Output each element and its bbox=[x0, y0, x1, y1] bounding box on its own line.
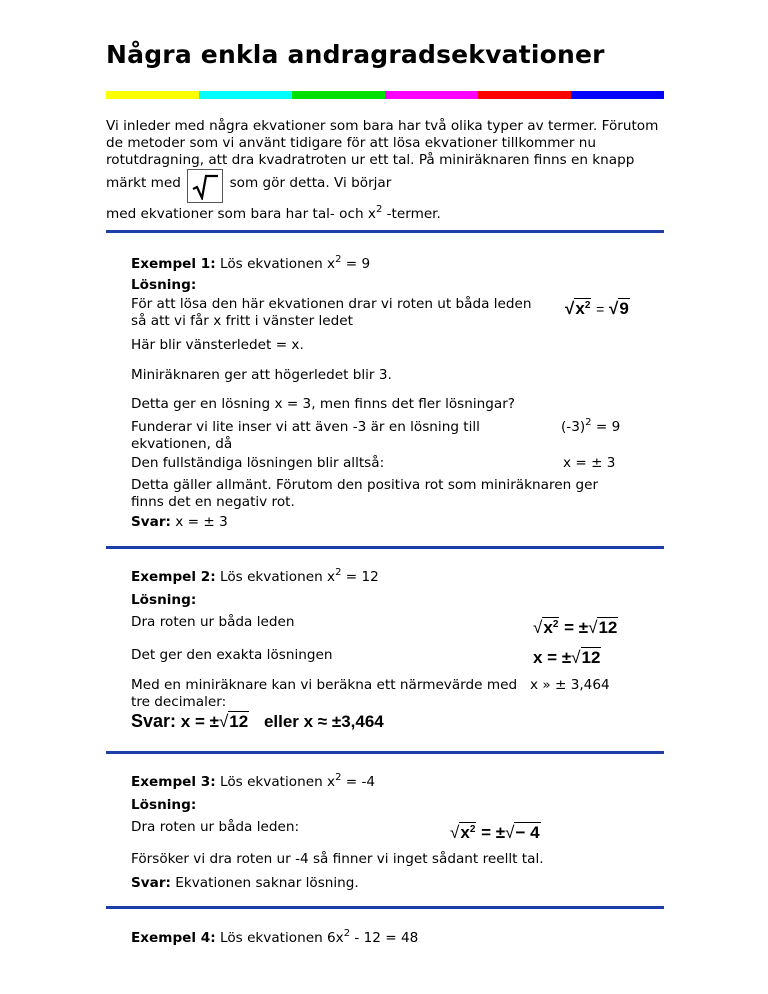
math-result: x = ± 3 bbox=[563, 455, 616, 471]
example-task: Lös ekvationen x bbox=[215, 774, 336, 790]
answer-text: Ekvationen saknar lösning. bbox=[170, 875, 359, 891]
answer-label: Svar: bbox=[131, 711, 177, 731]
intro-last-line-end: -termer. bbox=[382, 206, 441, 222]
example-task-end: = -4 bbox=[341, 774, 376, 790]
page-title: Några enkla andragradsekvationer bbox=[106, 40, 605, 69]
explanation-text: Detta gäller allmänt. Förutom den positiva rot som miniräknaren ger finns det en negativ rot. bbox=[131, 477, 599, 510]
square-root-icon bbox=[187, 169, 223, 203]
intro-last-line: med ekvationer som bara har tal- och x bbox=[106, 206, 376, 222]
explanation-text: Detta ger en lösning x = 3, men finns det fler lösningar? bbox=[131, 396, 516, 412]
math-equals: = ± bbox=[481, 823, 506, 842]
explanation-text: Här blir vänsterledet = x. bbox=[131, 337, 304, 353]
answer bbox=[131, 514, 228, 531]
color-bar-segment bbox=[478, 91, 571, 99]
exponent: 2 bbox=[584, 300, 591, 311]
example-heading bbox=[131, 774, 375, 791]
example-task-end: = 9 bbox=[341, 256, 371, 272]
math-term: (-3) bbox=[561, 419, 586, 435]
color-bar bbox=[106, 91, 664, 99]
math-term: 12 bbox=[229, 712, 249, 731]
example-label: Exempel 2: bbox=[131, 569, 216, 585]
explanation-text: Försöker vi dra roten ur -4 så finner vi inget sådant reellt tal. bbox=[131, 851, 544, 867]
color-bar-segment bbox=[199, 91, 292, 99]
exponent: 2 bbox=[469, 824, 476, 835]
approximation: x » ± 3,464 bbox=[530, 677, 610, 693]
color-bar-segment bbox=[571, 91, 664, 99]
explanation-text: Funderar vi lite inser vi att även -3 är en lösning till ekvationen, då bbox=[131, 419, 480, 452]
example-label: Exempel 4: bbox=[131, 930, 216, 946]
math-term: x bbox=[543, 618, 553, 637]
sqrt-equation-image: $√x^2 = √9$ bbox=[565, 299, 629, 318]
exact-solution-image: x = ±√12 bbox=[533, 648, 601, 667]
math-term: − 4 bbox=[515, 823, 540, 842]
explanation-text: Miniräknaren ger att högerledet blir 3. bbox=[131, 367, 392, 383]
exponent: 2 bbox=[335, 567, 342, 578]
example-heading bbox=[131, 256, 370, 273]
losning-heading: Lösning: bbox=[131, 797, 197, 813]
math-term: = 9 bbox=[591, 419, 621, 435]
explanation-text: Dra roten ur båda leden: bbox=[131, 819, 300, 835]
color-bar-segment bbox=[292, 91, 385, 99]
example-label: Exempel 1: bbox=[131, 256, 216, 272]
example-task: Lös ekvationen x bbox=[215, 569, 336, 585]
exponent: 2 bbox=[552, 619, 559, 630]
exponent: 2 bbox=[335, 772, 342, 783]
example-heading bbox=[131, 930, 418, 947]
example-label: Exempel 3: bbox=[131, 774, 216, 790]
example-heading bbox=[131, 569, 379, 586]
section-divider bbox=[106, 546, 664, 549]
example-task-end: - 12 = 48 bbox=[350, 930, 419, 946]
explanation-text: Den fullständiga lösningen blir alltså: bbox=[131, 455, 385, 471]
math-term: 12 bbox=[598, 618, 618, 637]
color-bar-segment bbox=[106, 91, 199, 99]
math-term: 9 bbox=[619, 299, 629, 318]
exponent: 2 bbox=[375, 204, 383, 215]
math-term: eller x ≈ ±3,464 bbox=[263, 712, 384, 731]
math-equals: = bbox=[596, 301, 605, 317]
explanation-text: Med en miniräknare kan vi beräkna ett närmevärde med tre decimaler: bbox=[131, 677, 518, 710]
exponent: 2 bbox=[335, 254, 342, 265]
math-term: x = ± bbox=[180, 712, 219, 731]
answer-text: x = ± 3 bbox=[170, 514, 228, 530]
sqrt-equation-image: $√x^2 = \pm√12$ bbox=[533, 618, 618, 637]
exponent: 2 bbox=[585, 417, 592, 428]
color-bar-segment bbox=[385, 91, 478, 99]
intro-text-continued: som gör detta. Vi börjar bbox=[229, 175, 392, 191]
example-task-end: = 12 bbox=[341, 569, 379, 585]
example-task: Lös ekvationen x bbox=[215, 256, 336, 272]
intro-paragraph bbox=[106, 118, 666, 223]
explanation-text: Det ger den exakta lösningen bbox=[131, 647, 333, 663]
losning-heading: Lösning: bbox=[131, 592, 197, 608]
losning-heading: Lösning: bbox=[131, 277, 197, 293]
math-equals: = ± bbox=[564, 618, 589, 637]
explanation-text: För att lösa den här ekvationen drar vi roten ut båda leden så att vi får x fritt i vänster ledet bbox=[131, 296, 532, 329]
section-divider bbox=[106, 751, 664, 754]
math-term: 12 bbox=[581, 648, 601, 667]
answer bbox=[131, 875, 359, 892]
math-term: x bbox=[575, 299, 585, 318]
exponent: 2 bbox=[343, 928, 351, 939]
math-term: x = ± bbox=[533, 648, 572, 667]
answer-label: Svar: bbox=[131, 875, 171, 891]
section-divider bbox=[106, 906, 664, 909]
explanation-text: Dra roten ur båda leden bbox=[131, 614, 295, 630]
math-term: x bbox=[460, 823, 470, 842]
answer-label: Svar: bbox=[131, 514, 171, 530]
answer-image: Svar: x = ±√12 eller x ≈ ±3,464 bbox=[131, 711, 384, 731]
sqrt-equation-image: $√x^2$ = ±√− 4 bbox=[450, 823, 540, 842]
section-divider bbox=[106, 230, 664, 233]
intro-text: Vi inleder med några ekvationer som bara har två olika typer av termer. Förutom de metoder som vi använt tidigare för att lösa ekvationer tillkommer nu rotutdragning, att dra kvadratroten ur ett tal. På miniräknaren finns en knapp märkt med bbox=[106, 118, 659, 191]
example-task: Lös ekvationen 6x bbox=[215, 930, 344, 946]
math-check bbox=[561, 419, 620, 436]
